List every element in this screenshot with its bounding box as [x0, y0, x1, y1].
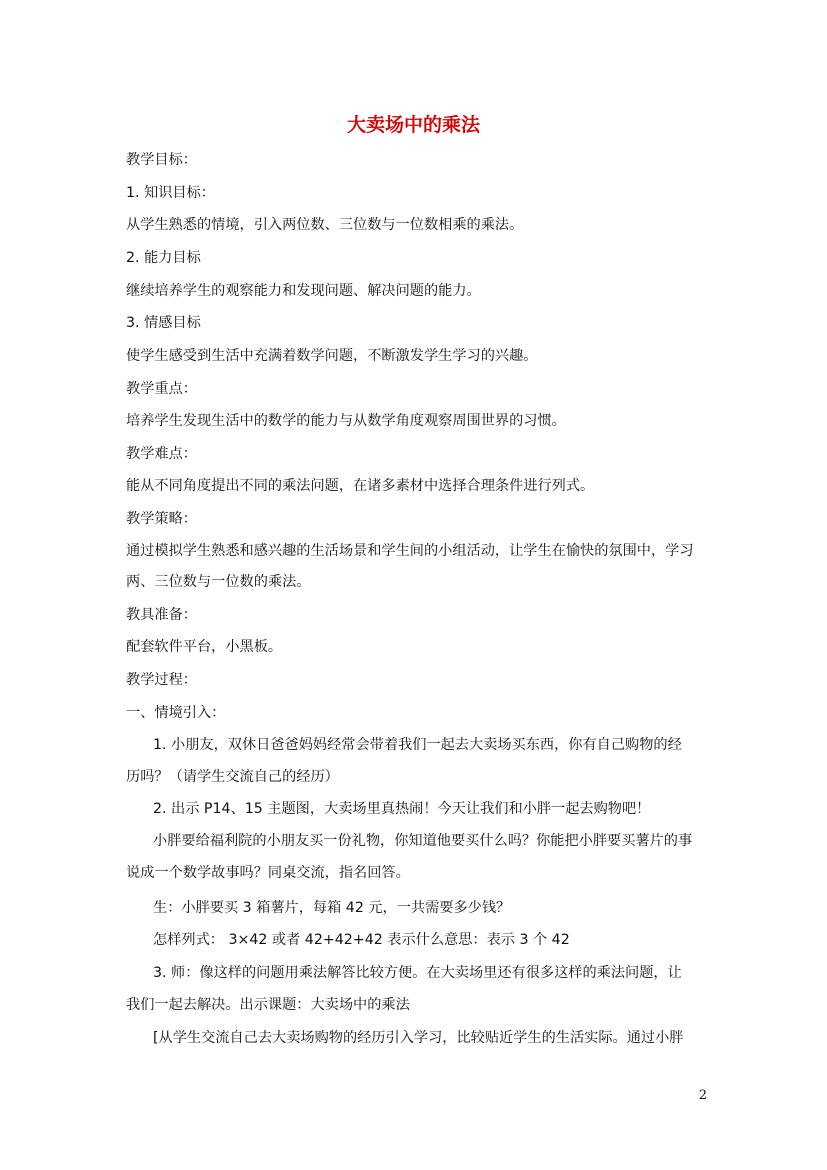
heading-knowledge-goal: 1. 知识目标： — [126, 185, 215, 201]
document-title: 大卖场中的乘法 — [346, 114, 480, 136]
paragraph-line: 3. 师：像这样的问题用乘法解答比较方便。在大卖场里还有很多这样的乘法问题，让 — [153, 965, 682, 981]
paragraph-line: 使学生感受到生活中充满着数学问题，不断激发学生学习的兴趣。 — [126, 348, 538, 364]
paragraph-line: 怎样列式： 3×42 或者 42+42+42 表示什么意思：表示 3 个 42 — [153, 932, 570, 948]
heading-strategy: 教学策略： — [126, 511, 197, 527]
paragraph-line: 继续培养学生的观察能力和发现问题、解决问题的能力。 — [126, 283, 481, 299]
page-number: 2 — [698, 1088, 707, 1103]
paragraph-line: 从学生熟悉的情境，引入两位数、三位数与一位数相乘的乘法。 — [126, 217, 524, 233]
paragraph-line: 两、三位数与一位数的乘法。 — [126, 574, 311, 590]
heading-ability-goal: 2. 能力目标 — [126, 250, 201, 266]
paragraph-line: 配套软件平台，小黑板。 — [126, 639, 283, 655]
paragraph-line: 我们一起去解决。出示课题：大卖场中的乘法 — [126, 997, 410, 1013]
paragraph-line: 通过模拟学生熟悉和感兴趣的生活场景和学生间的小组活动，让学生在愉快的氛围中，学习 — [126, 543, 694, 559]
paragraph-line: 1. 小朋友，双休日爸爸妈妈经常会带着我们一起去大卖场买东西，你有自己购物的经 — [153, 737, 682, 753]
paragraph-line: 能从不同角度提出不同的乘法问题，在诸多素材中选择合理条件进行列式。 — [126, 478, 595, 494]
paragraph-line: 小胖要给福利院的小朋友买一份礼物，你知道他要买什么吗？你能把小胖要买薯片的事 — [153, 833, 693, 849]
heading-key-points: 教学重点： — [126, 381, 197, 397]
heading-emotion-goal: 3. 情感目标 — [126, 315, 201, 331]
paragraph-line: 说成一个数学故事吗？同桌交流，指名回答。 — [126, 865, 410, 881]
section-intro-heading: 一、情境引入： — [126, 705, 226, 721]
heading-teaching-goals: 教学目标： — [126, 152, 197, 168]
heading-process: 教学过程： — [126, 672, 197, 688]
paragraph-line: 生：小胖要买 3 箱薯片，每箱 42 元，一共需要多少钱？ — [153, 900, 511, 916]
paragraph-line: 历吗？（请学生交流自己的经历） — [126, 769, 339, 785]
paragraph-line: 培养学生发现生活中的数学的能力与从数学角度观察周围世界的习惯。 — [126, 413, 566, 429]
paragraph-line: 2. 出示 P14、15 主题图，大卖场里真热闹！今天让我们和小胖一起去购物吧！ — [153, 801, 651, 817]
heading-materials: 教具准备： — [126, 607, 197, 623]
heading-difficulties: 教学难点： — [126, 446, 197, 462]
paragraph-line: [从学生交流自己去大卖场购物的经历引入学习，比较贴近学生的生活实际。通过小胖 — [153, 1030, 684, 1046]
